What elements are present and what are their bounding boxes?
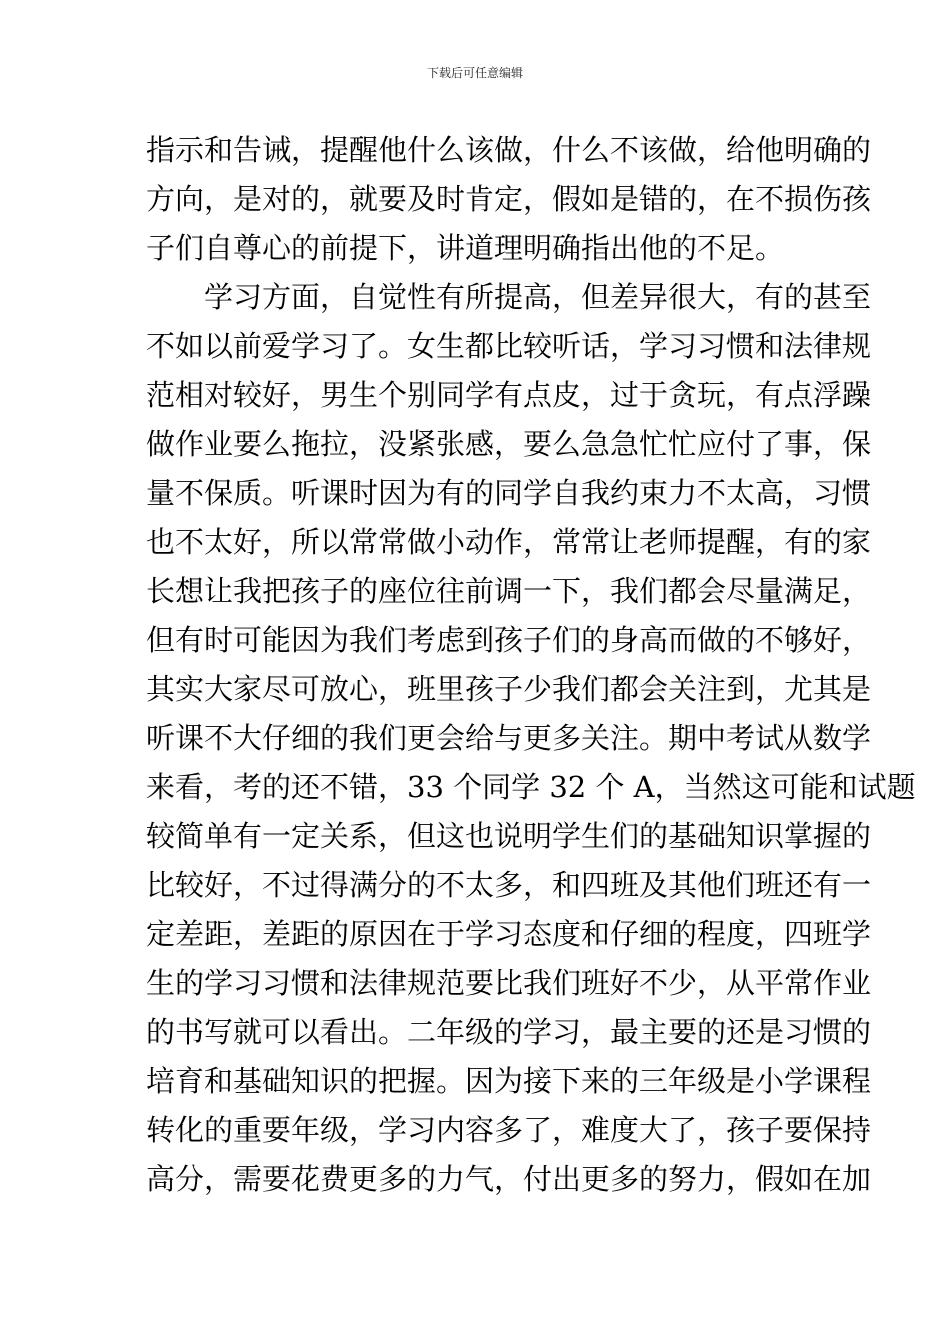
text-line: 生的学习习惯和法律规范要比我们班好不少，从平常作业 [146,966,872,1000]
text-line: 长想让我把孩子的座位往前调一下，我们都会尽量满足， [146,574,872,608]
page-header-note: 下载后可任意编辑 [426,66,523,80]
text-line: 来看，考的还不错，33 个同学 32 个 A，当然这可能和试题 [146,770,916,804]
text-line: 转化的重要年级，学习内容多了，难度大了，孩子要保持 [146,1113,872,1147]
text-line: 不如以前爱学习了。女生都比较听话，学习习惯和法律规 [146,329,872,363]
text-line: 听课不大仔细的我们更会给与更多关注。期中考试从数学 [146,721,872,755]
text-line: 子们自尊心的前提下，讲道理明确指出他的不足。 [146,231,785,265]
text-line: 方向，是对的，就要及时肯定，假如是错的，在不损伤孩 [146,182,872,216]
text-line: 也不太好，所以常常做小动作，常常让老师提醒，有的家 [146,525,872,559]
text-line: 定差距，差距的原因在于学习态度和仔细的程度，四班学 [146,917,872,951]
text-line: 但有时可能因为我们考虑到孩子们的身高而做的不够好， [146,623,872,657]
text-line: 比较好，不过得满分的不太多，和四班及其他们班还有一 [146,868,872,902]
text-line: 培育和基础知识的把握。因为接下来的三年级是小学课程 [146,1064,872,1098]
text-line: 量不保质。听课时因为有的同学自我约束力不太高，习惯 [146,476,872,510]
text-line: 较简单有一定关系，但这也说明学生们的基础知识掌握的 [146,819,872,853]
text-line: 做作业要么拖拉，没紧张感，要么急急忙忙应付了事，保 [146,427,872,461]
text-line: 其实大家尽可放心，班里孩子少我们都会关注到，尤其是 [146,672,872,706]
paragraph-start-line: 学习方面，自觉性有所提高，但差异很大，有的甚至 [146,280,872,314]
text-line: 的书写就可以看出。二年级的学习，最主要的还是习惯的 [146,1015,872,1049]
text-line: 指示和告诫，提醒他什么该做，什么不该做，给他明确的 [146,133,872,167]
text-line: 高分，需要花费更多的力气，付出更多的努力，假如在加 [146,1162,872,1196]
text-line: 范相对较好，男生个别同学有点皮，过于贪玩，有点浮躁 [146,378,872,412]
